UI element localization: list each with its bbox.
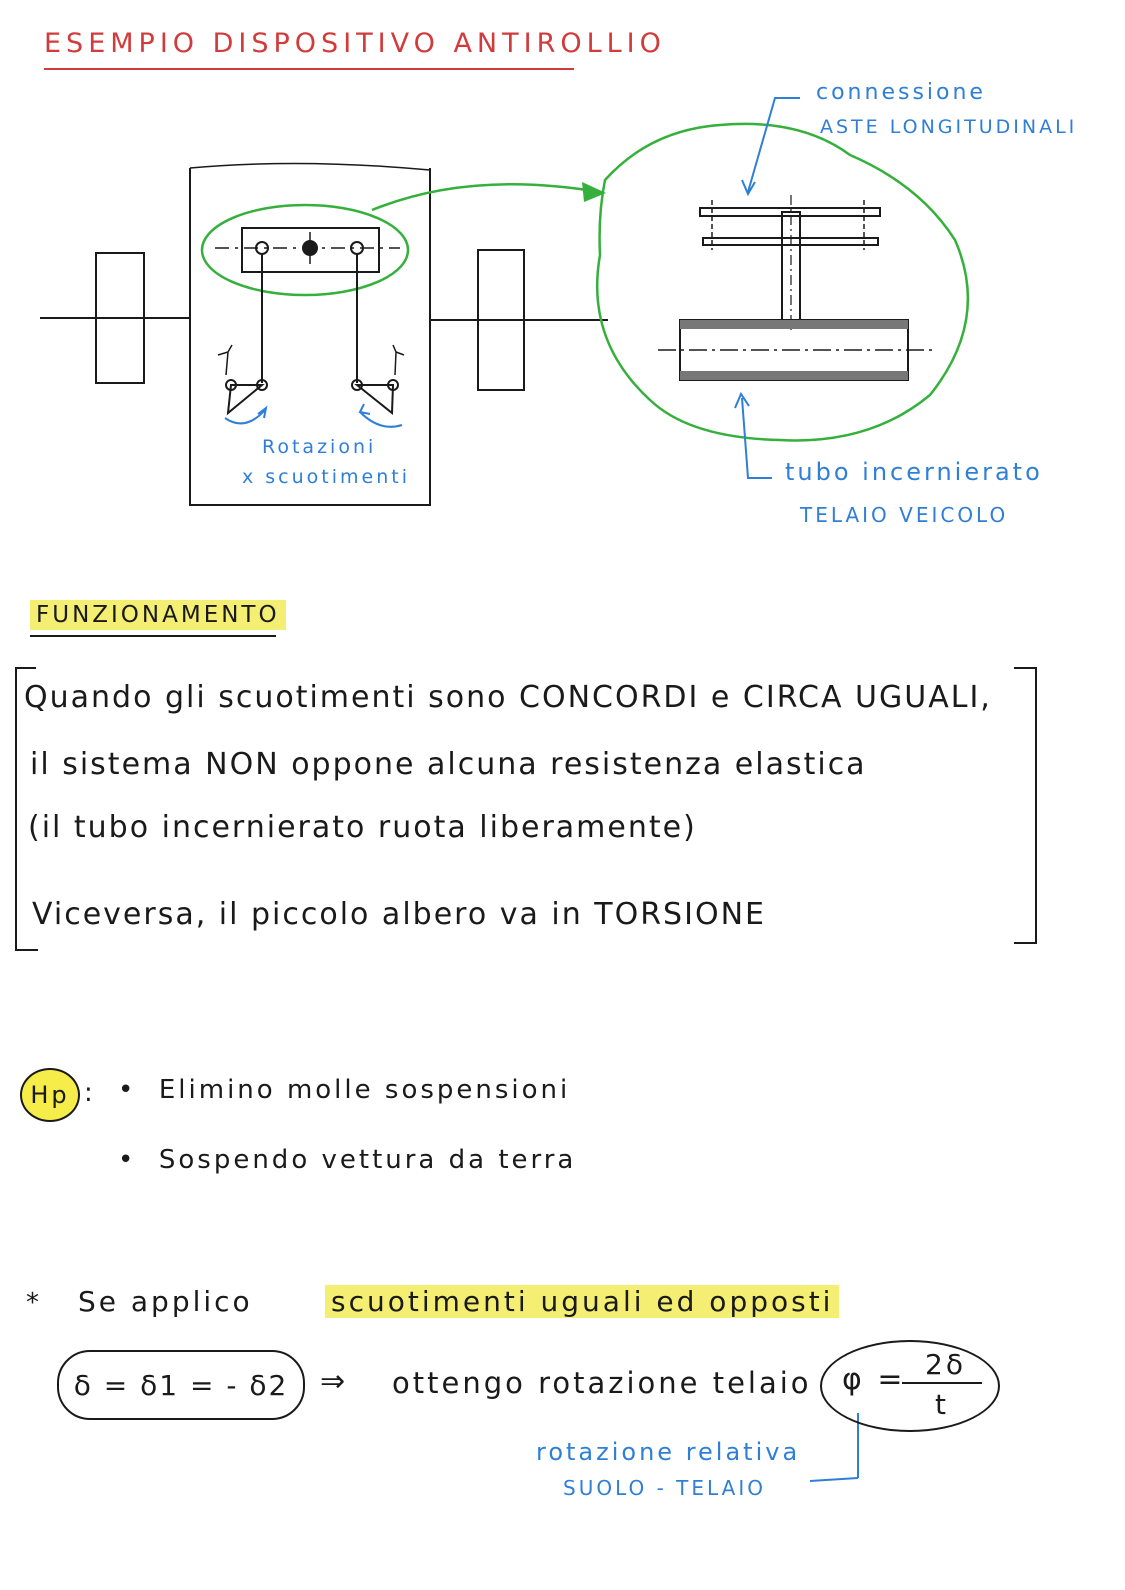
text-line-1: Quando gli scuotimenti sono CONCORDI e CIRCA UGUALI, [24, 680, 992, 715]
page-title: ESEMPIO DISPOSITIVO ANTIROLLIO [44, 28, 666, 59]
hp-item-1: • Elimino molle sospensioni [118, 1075, 571, 1105]
label-tube-1: tubo incernierato [785, 458, 1043, 486]
text-line-4: Viceversa, il piccolo albero va in TORSIONE [32, 897, 766, 932]
text-line-2: il sistema NON oppone alcuna resistenza elastica [30, 747, 867, 782]
label-connection-2: ASTE LONGITUDINALI [820, 116, 1078, 138]
label-rotation-2: x scuotimenti [242, 466, 410, 488]
phi-numerator: 2δ [925, 1348, 966, 1381]
note-line-1: rotazione relativa [536, 1438, 801, 1466]
star-mark: * [26, 1288, 42, 1318]
conclusion-prefix: Se applico [78, 1285, 253, 1318]
label-connection-1: connessione [816, 80, 986, 105]
text-line-3: (il tubo incernierato ruota liberamente) [28, 810, 697, 845]
equation-box: δ = δ1 = - δ2 [57, 1350, 305, 1420]
phi-symbol: φ = [842, 1362, 906, 1397]
note-line-2: SUOLO - TELAIO [563, 1476, 766, 1500]
conclusion-result: ottengo rotazione telaio [392, 1366, 812, 1400]
phi-denominator: t [935, 1388, 949, 1421]
hp-badge: Hp [20, 1068, 80, 1122]
hp-colon: : [84, 1078, 96, 1108]
conclusion-highlight: scuotimenti uguali ed opposti [325, 1285, 839, 1318]
hp-item-2: • Sospendo vettura da terra [118, 1145, 577, 1175]
label-rotation-1: Rotazioni [262, 436, 377, 458]
implies-arrow: ⇒ [320, 1364, 349, 1399]
section-title: FUNZIONAMENTO [30, 600, 286, 630]
label-tube-2: TELAIO VEICOLO [800, 503, 1009, 527]
